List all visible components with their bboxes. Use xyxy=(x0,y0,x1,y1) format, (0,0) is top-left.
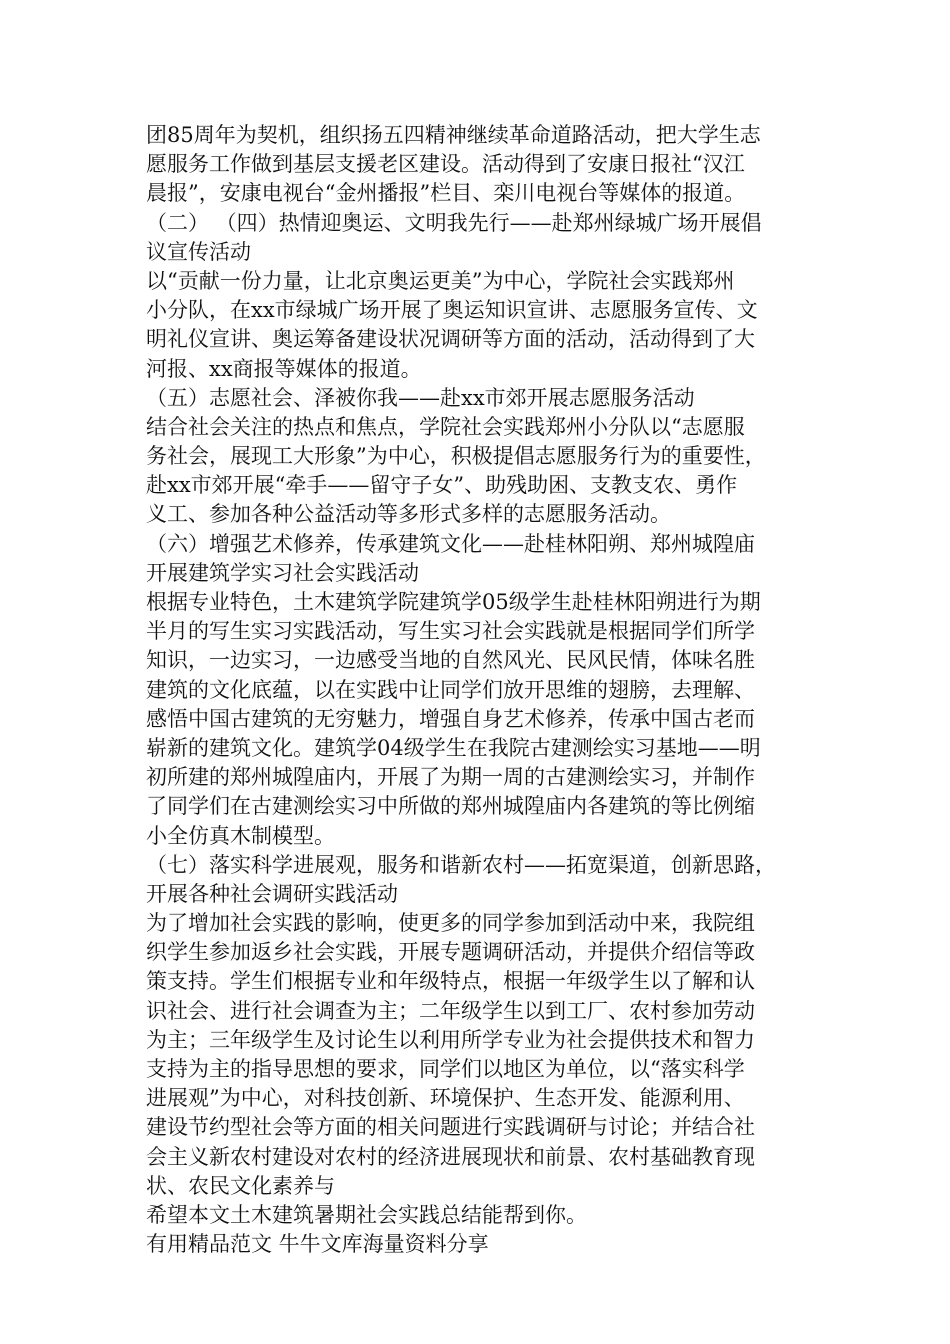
section-heading: 开展各种社会调研实践活动 xyxy=(146,881,398,906)
text-line: 愿服务工作做到基层支援老区建设。活动得到了安康日报社“汉江 xyxy=(146,152,745,177)
text-line: 支持为主的指导思想的要求，同学们以地区为单位，以“落实科学 xyxy=(146,1057,745,1081)
text-line: 晨报”，安康电视台“金州播报”栏目、栾川电视台等媒体的报道。 xyxy=(146,181,746,206)
text-line: 半月的写生实习实践活动，写生实习社会实践就是根据同学们所学 xyxy=(146,619,755,644)
section-heading: （二） （四）热情迎奥运、文明我先行——赴郑州绿城广场开展倡 xyxy=(146,210,762,235)
text-line: 河报、xx商报等媒体的报道。 xyxy=(146,356,422,381)
text-line: 团85周年为契机，组织扬五四精神继续革命道路活动，把大学生志 xyxy=(146,123,761,147)
text-line: 小全仿真木制模型。 xyxy=(146,823,335,848)
text-line: 务社会，展现工大形象”为中心，积极提倡志愿服务行为的重要性， xyxy=(146,444,766,469)
text-line: 崭新的建筑文化。建筑学04级学生在我院古建测绘实习基地——明 xyxy=(146,735,761,760)
text-line: 建设节约型社会等方面的相关问题进行实践调研与讨论；并结合社 xyxy=(146,1115,755,1140)
document-body xyxy=(146,121,816,1259)
text-line: 了同学们在古建测绘实习中所做的郑州城隍庙内各建筑的等比例缩 xyxy=(146,794,755,819)
text-line: 状、农民文化素养与 xyxy=(146,1173,335,1198)
text-line: 结合社会关注的热点和焦点，学院社会实践郑州小分队以“志愿服 xyxy=(146,414,745,439)
closing-line: 希望本文土木建筑暑期社会实践总结能帮到你。 xyxy=(146,1202,587,1227)
text-line: 以“贡献一份力量，让北京奥运更美”为中心，学院社会实践郑州 xyxy=(146,268,735,293)
footer-line: 有用精品范文 牛牛文库海量资料分享 xyxy=(146,1232,489,1257)
section-heading: （六）增强艺术修养，传承建筑文化——赴桂林阳朔、郑州城隍庙 xyxy=(146,531,755,556)
text-line: 初所建的郑州城隍庙内，开展了为期一周的古建测绘实习，并制作 xyxy=(146,765,755,790)
text-line: 知识，一边实习，一边感受当地的自然风光、民风民情，体味名胜 xyxy=(146,648,755,673)
section-heading: 议宣传活动 xyxy=(146,239,251,264)
text-line: 小分队，在xx市绿城广场开展了奥运知识宣讲、志愿服务宣传、文 xyxy=(146,298,758,323)
text-line: 会主义新农村建设对农村的经济进展现状和前景、农村基础教育现 xyxy=(146,1144,755,1169)
text-line: 赴xx市郊开展“牵手——留守子女”、助残助困、支教支农、勇作 xyxy=(146,473,738,498)
text-line: 织学生参加返乡社会实践，开展专题调研活动，并提供介绍信等政 xyxy=(146,940,755,965)
text-line: 为了增加社会实践的影响，使更多的同学参加到活动中来，我院组 xyxy=(146,911,755,936)
text-line: 感悟中国古建筑的无穷魅力，增强自身艺术修养，传承中国古老而 xyxy=(146,706,755,731)
text-line: 明礼仪宣讲、奥运筹备建设状况调研等方面的活动，活动得到了大 xyxy=(146,327,755,352)
text-line: 进展观”为中心，对科技创新、环境保护、生态开发、能源利用、 xyxy=(146,1086,745,1111)
text-line: 策支持。学生们根据专业和年级特点，根据一年级学生以了解和认 xyxy=(146,969,755,994)
section-heading: 开展建筑学实习社会实践活动 xyxy=(146,560,419,585)
text-line: 识社会、进行社会调查为主；二年级学生以到工厂、农村参加劳动 xyxy=(146,998,755,1023)
text-line: 为主；三年级学生及讨论生以利用所学专业为社会提供技术和智力 xyxy=(146,1027,755,1052)
text-line: 建筑的文化底蕴，以在实践中让同学们放开思维的翅膀，去理解、 xyxy=(146,677,755,702)
text-line: 根据专业特色，土木建筑学院建筑学05级学生赴桂林阳朔进行为期 xyxy=(146,590,761,614)
section-heading: （五）志愿社会、泽被你我——赴xx市郊开展志愿服务活动 xyxy=(146,385,695,410)
section-heading: （七）落实科学进展观，服务和谐新农村——拓宽渠道，创新思路， xyxy=(146,852,776,877)
text-line: 义工、参加各种公益活动等多形式多样的志愿服务活动。 xyxy=(146,502,671,527)
